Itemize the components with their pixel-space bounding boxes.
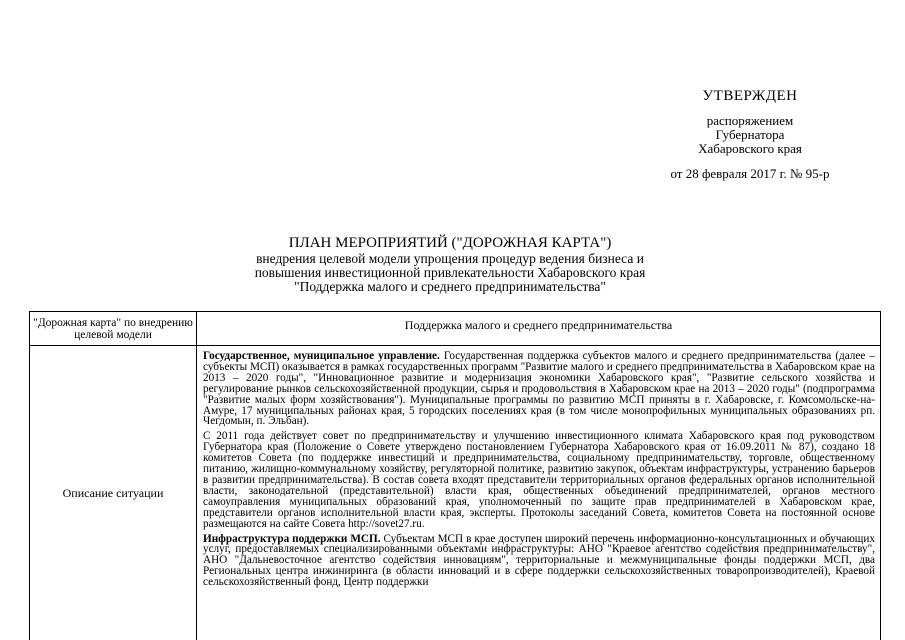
approval-line-1: распоряжением: [706, 113, 794, 128]
approval-line-3: Хабаровского края: [698, 141, 802, 156]
roadmap-table: [29, 311, 881, 640]
paragraph-infrastructure-heading: Инфраструктура поддержки МСП.: [203, 532, 381, 545]
header-left-cell: "Дорожная карта" по внедрению целевой модели: [30, 312, 197, 345]
approval-date: от 28 февраля 2017 г. № 95-р: [670, 166, 830, 181]
row-label: Описание ситуации: [62, 486, 164, 500]
paragraph-government-heading: Государственное, муниципальное управление.: [203, 350, 440, 362]
approved-heading: УТВЕРЖДЕН: [702, 88, 798, 104]
paragraph-government: [203, 351, 875, 427]
title-line-2: внедрения целевой модели упрощения процедур ведения бизнеса и: [256, 251, 644, 266]
paragraph-council: С 2011 года действует совет по предпринимательству и улучшению инвестиционного климата Хабаровского края под руководством Губернатора края (Положение о Совете утверждено постановлением Губернатора Хабаровского края от 16.09.2011 № 87), создано 18 комитетов Совета (по поддержке инвестиций и предпринимательства, социальному предпринимательству, торговле, общественному питанию, жилищно-коммунальному хозяйству, регуляторной политике, развитию закупок, объектам инфраструктуры, устранению барьеров в развитии предпринимательства). В состав совета входят представители территориальных органов федеральных органов исполнительной власти, законодательной (представительной) власти края, общественных объединений предпринимателей, органов местного самоуправления муниципальных образований края, уполномоченный по защите прав предпринимателей в Хабаровском крае, представители органов исполнительной власти края, эксперты. Протоколы заседаний Совета, комитетов Совета на постоянной основе размещаются на сайте Совета http://sovet27.ru.: [203, 430, 875, 530]
row-label-cell: [30, 346, 197, 640]
table-row: [30, 346, 880, 640]
row-content-cell: [197, 346, 880, 640]
paragraph-infrastructure-text: Субъектам МСП в крае доступен широкий перечень информационно-консультационных и обучающих услуг, предоставляемых специализированными объектами инфраструктуры: АНО "Краевое агентство содействия предпринимательству", АНО "Дальневосточное агентство содействия инновациям", территориальные и межмуниципальные фонды поддержки МСП, два Региональных центра инжиниринга (в области инноваций и в сфере поддержки сельскохозяйственных товаропроизводителей), Краевой сельскохозяйственный фонд, Центр поддержки: [203, 532, 875, 589]
approval-line-2: Губернатора: [715, 127, 785, 142]
table-header-row: [30, 312, 880, 346]
paragraph-infrastructure: [203, 534, 875, 589]
approval-stamp: [640, 88, 860, 182]
paragraph-government-text: Государственная поддержка субъектов малого и среднего предпринимательства (далее – субъекты МСП) оказывается в рамках государственных программ "Развитие малого и среднего предпринимательства в Хабаровском крае на 2013 – 2020 годы", "Инновационное развитие и модернизация экономики Хабаровского края", "Развитие сельского хозяйства и регулирование рынков сельскохозяйственной продукции, сырья и продовольствия в Хабаровском крае на 2013 – 2020 годы" (подпрограмма "Развитие малых форм хозяйствования"). Муниципальные программы по развитию МСП приняты в г. Хабаровске, г. Комсомольске-на-Амуре, 17 муниципальных районах края, 5 городских поселениях края (в том числе монопрофильных муниципальных образованиях рп. Чегдомын, п. Эльбан).: [203, 350, 876, 428]
title-line-4: "Поддержка малого и среднего предпринимательства": [294, 279, 606, 294]
title-line-3: повышения инвестиционной привлекательности Хабаровского края: [254, 265, 646, 280]
header-right-cell: Поддержка малого и среднего предпринимательства: [404, 318, 673, 332]
title-main: ПЛАН МЕРОПРИЯТИЙ ("ДОРОЖНАЯ КАРТА"): [288, 235, 612, 251]
document-title: [150, 235, 750, 294]
